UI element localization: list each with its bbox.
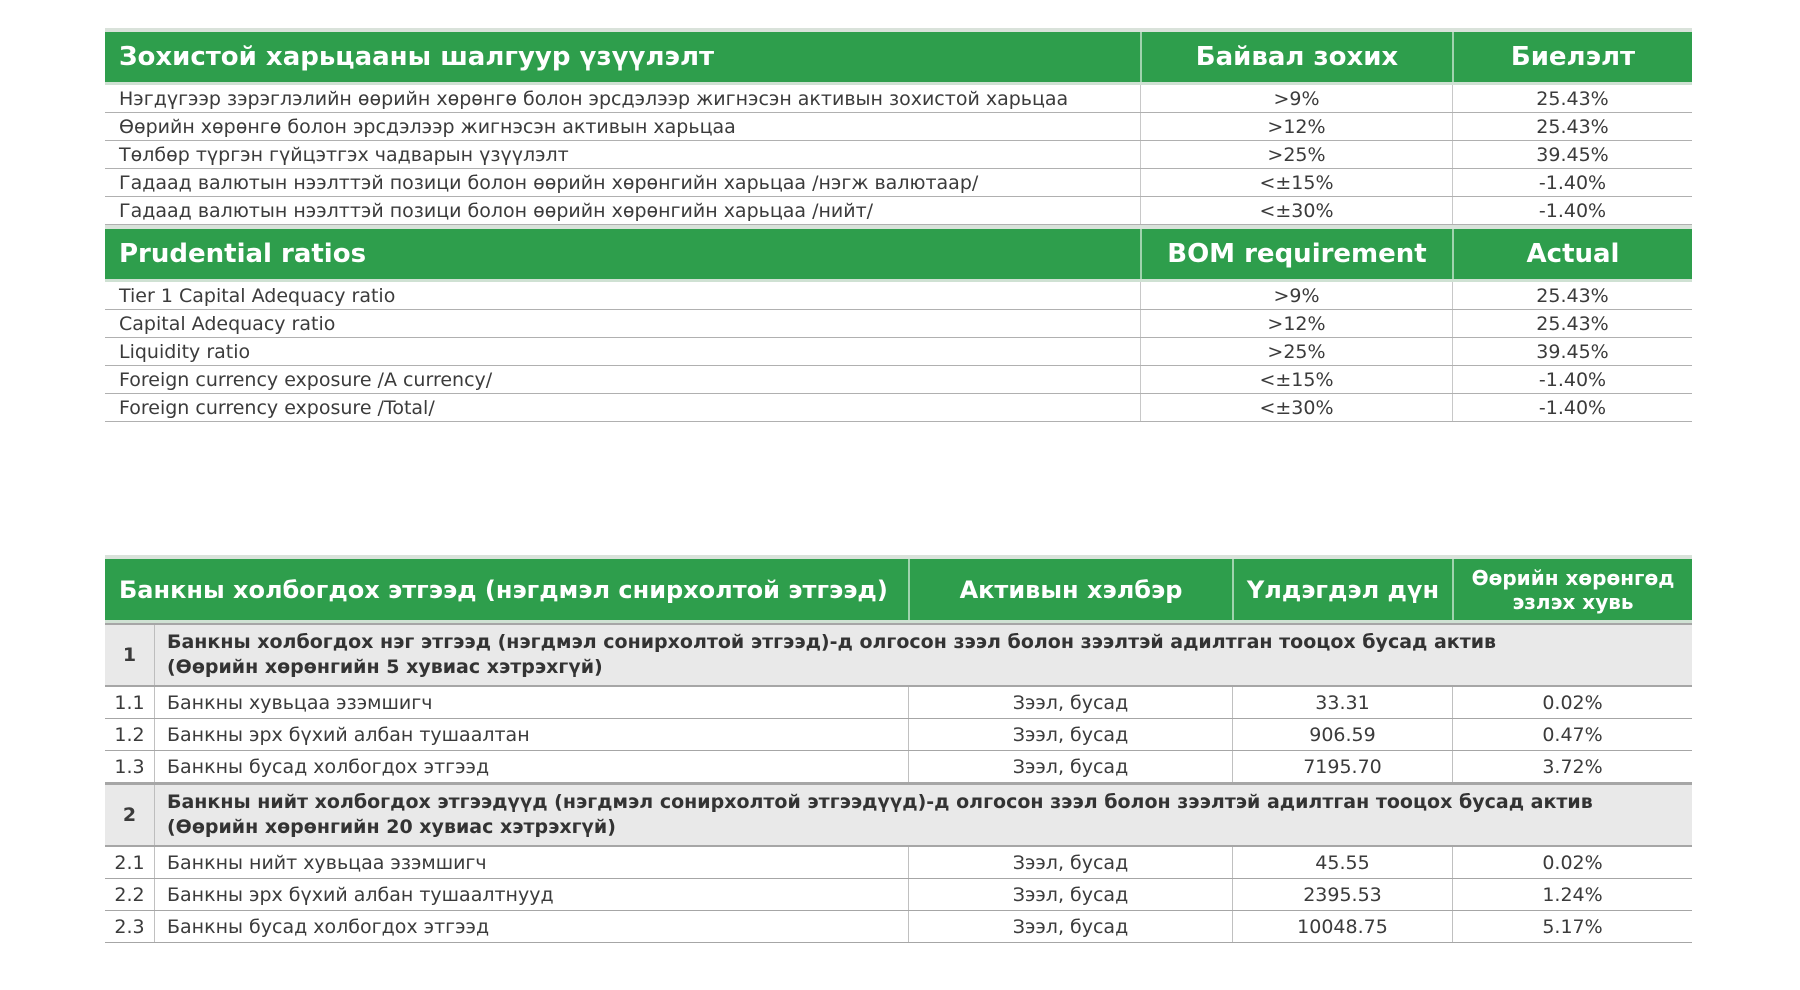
row-label: Банкны эрх бүхий албан тушаалтан bbox=[167, 723, 530, 746]
row-asset-type: Зээл, бусад bbox=[908, 879, 1232, 910]
ratio-actual: -1.40% bbox=[1452, 169, 1692, 196]
row-balance: 33.31 bbox=[1232, 687, 1452, 718]
table-row bbox=[105, 751, 1692, 783]
ratio-label: Өөрийн хөрөнгө болон эрсдэлээр жигнэсэн активын харьцаа bbox=[119, 115, 736, 138]
ratio-actual: 25.43% bbox=[1452, 282, 1692, 309]
ratio-actual: 39.45% bbox=[1452, 338, 1692, 365]
ratio-requirement: <±30% bbox=[1140, 394, 1452, 421]
row-label: Банкны хувьцаа эзэмшигч bbox=[167, 691, 433, 714]
ratio-requirement: <±30% bbox=[1140, 197, 1452, 224]
table-row bbox=[105, 310, 1692, 338]
row-label: Банкны нийт хувьцаа эзэмшигч bbox=[167, 851, 487, 874]
related-table-header bbox=[105, 555, 1692, 623]
group-note-line: (Өөрийн хөрөнгийн 20 хувиас хэтрэхгүй) bbox=[167, 816, 616, 838]
row-balance: 10048.75 bbox=[1232, 911, 1452, 942]
row-share: 0.02% bbox=[1452, 687, 1692, 718]
table-row bbox=[105, 719, 1692, 751]
related-col-equity-share: Өөрийн хөрөнгөд эзлэх хувь bbox=[1452, 559, 1692, 620]
ratio-label: Liquidity ratio bbox=[119, 340, 251, 363]
ratio-label: Capital Adequacy ratio bbox=[119, 312, 336, 335]
ratio-actual: 25.43% bbox=[1452, 310, 1692, 337]
row-share: 0.47% bbox=[1452, 719, 1692, 750]
ratio-requirement: <±15% bbox=[1140, 366, 1452, 393]
group-header-row bbox=[105, 623, 1692, 687]
group-note-line: (Өөрийн хөрөнгийн 5 хувиас хэтрэхгүй) bbox=[167, 656, 603, 678]
row-share: 1.24% bbox=[1452, 879, 1692, 910]
row-balance: 906.59 bbox=[1232, 719, 1452, 750]
ratio-actual: -1.40% bbox=[1452, 366, 1692, 393]
related-col-asset-type: Активын хэлбэр bbox=[908, 559, 1232, 620]
row-asset-type: Зээл, бусад bbox=[908, 719, 1232, 750]
ratio-label: Нэгдүгээр зэрэглэлийн өөрийн хөрөнгө болон эрсдэлээр жигнэсэн активын зохистой харьцаа bbox=[119, 87, 1069, 110]
table-row bbox=[105, 366, 1692, 394]
ratio-label: Tier 1 Capital Adequacy ratio bbox=[119, 284, 396, 307]
row-number: 2.1 bbox=[105, 847, 155, 878]
ratio-table-title-en: Prudential ratios bbox=[119, 239, 367, 269]
row-number: 1.1 bbox=[105, 687, 155, 718]
group-title bbox=[155, 625, 1692, 685]
related-col-entity: Банкны холбогдох этгээд (нэгдмэл снирхолтой этгээд) bbox=[119, 575, 888, 604]
row-share: 5.17% bbox=[1452, 911, 1692, 942]
row-label: Банкны эрх бүхий албан тушаалтнууд bbox=[167, 883, 554, 906]
row-asset-type: Зээл, бусад bbox=[908, 911, 1232, 942]
prudential-ratio-table bbox=[105, 28, 1692, 422]
group-title bbox=[155, 785, 1692, 845]
ratio-label: Төлбөр түргэн гүйцэтгэх чадварын үзүүлэлт bbox=[119, 143, 569, 166]
ratio-requirement: >12% bbox=[1140, 310, 1452, 337]
row-asset-type: Зээл, бусад bbox=[908, 687, 1232, 718]
ratio-table-header-en bbox=[105, 225, 1692, 282]
group-title-line: Банкны холбогдох нэг этгээд (нэгдмэл сонирхолтой этгээд)-д олгосон зээл болон зээлтэй адилтган тооцох бусад актив bbox=[167, 631, 1497, 653]
row-asset-type: Зээл, бусад bbox=[908, 751, 1232, 782]
table-row bbox=[105, 687, 1692, 719]
ratio-label: Foreign currency exposure /Total/ bbox=[119, 396, 435, 419]
table-row bbox=[105, 847, 1692, 879]
group-header-row bbox=[105, 783, 1692, 847]
row-label: Банкны бусад холбогдох этгээд bbox=[167, 915, 490, 938]
group-title-line: Банкны нийт холбогдох этгээдүүд (нэгдмэл сонирхолтой этгээдүүд)-д олгосон зээл болон зээлтэй адилтган тооцох бусад актив bbox=[167, 791, 1593, 813]
row-number: 1.2 bbox=[105, 719, 155, 750]
ratio-requirement: <±15% bbox=[1140, 169, 1452, 196]
ratio-actual: -1.40% bbox=[1452, 394, 1692, 421]
table-row bbox=[105, 197, 1692, 225]
table-row bbox=[105, 338, 1692, 366]
row-share: 0.02% bbox=[1452, 847, 1692, 878]
row-label: Банкны бусад холбогдох этгээд bbox=[167, 755, 490, 778]
ratio-requirement: >9% bbox=[1140, 282, 1452, 309]
row-number: 2.2 bbox=[105, 879, 155, 910]
ratio-actual: 25.43% bbox=[1452, 113, 1692, 140]
ratio-table-header-mn bbox=[105, 28, 1692, 85]
ratio-actual: -1.40% bbox=[1452, 197, 1692, 224]
table-row bbox=[105, 911, 1692, 943]
ratio-table-title-mn: Зохистой харьцааны шалгуур үзүүлэлт bbox=[119, 42, 715, 72]
ratio-actual: 39.45% bbox=[1452, 141, 1692, 168]
row-balance: 45.55 bbox=[1232, 847, 1452, 878]
ratio-col-requirement-en: BOM requirement bbox=[1140, 229, 1452, 279]
row-balance: 2395.53 bbox=[1232, 879, 1452, 910]
ratio-label: Foreign currency exposure /A currency/ bbox=[119, 368, 493, 391]
row-balance: 7195.70 bbox=[1232, 751, 1452, 782]
group-number: 1 bbox=[105, 625, 155, 685]
related-col-balance: Үлдэгдэл дүн bbox=[1232, 559, 1452, 620]
table-row bbox=[105, 169, 1692, 197]
ratio-actual: 25.43% bbox=[1452, 85, 1692, 112]
ratio-col-requirement-mn: Байвал зохих bbox=[1140, 32, 1452, 82]
table-row bbox=[105, 282, 1692, 310]
ratio-label: Гадаад валютын нээлттэй позици болон өөрийн хөрөнгийн харьцаа /нийт/ bbox=[119, 199, 874, 222]
ratio-requirement: >25% bbox=[1140, 338, 1452, 365]
ratio-col-actual-mn: Биелэлт bbox=[1452, 32, 1692, 82]
table-row bbox=[105, 85, 1692, 113]
ratio-requirement: >9% bbox=[1140, 85, 1452, 112]
ratio-col-actual-en: Actual bbox=[1452, 229, 1692, 279]
ratio-requirement: >12% bbox=[1140, 113, 1452, 140]
related-party-table bbox=[105, 555, 1692, 943]
group-number: 2 bbox=[105, 785, 155, 845]
row-number: 2.3 bbox=[105, 911, 155, 942]
row-asset-type: Зээл, бусад bbox=[908, 847, 1232, 878]
table-row bbox=[105, 113, 1692, 141]
row-number: 1.3 bbox=[105, 751, 155, 782]
ratio-label: Гадаад валютын нээлттэй позици болон өөрийн хөрөнгийн харьцаа /нэгж валютаар/ bbox=[119, 171, 979, 194]
table-row bbox=[105, 879, 1692, 911]
table-row bbox=[105, 141, 1692, 169]
row-share: 3.72% bbox=[1452, 751, 1692, 782]
table-row bbox=[105, 394, 1692, 422]
ratio-requirement: >25% bbox=[1140, 141, 1452, 168]
